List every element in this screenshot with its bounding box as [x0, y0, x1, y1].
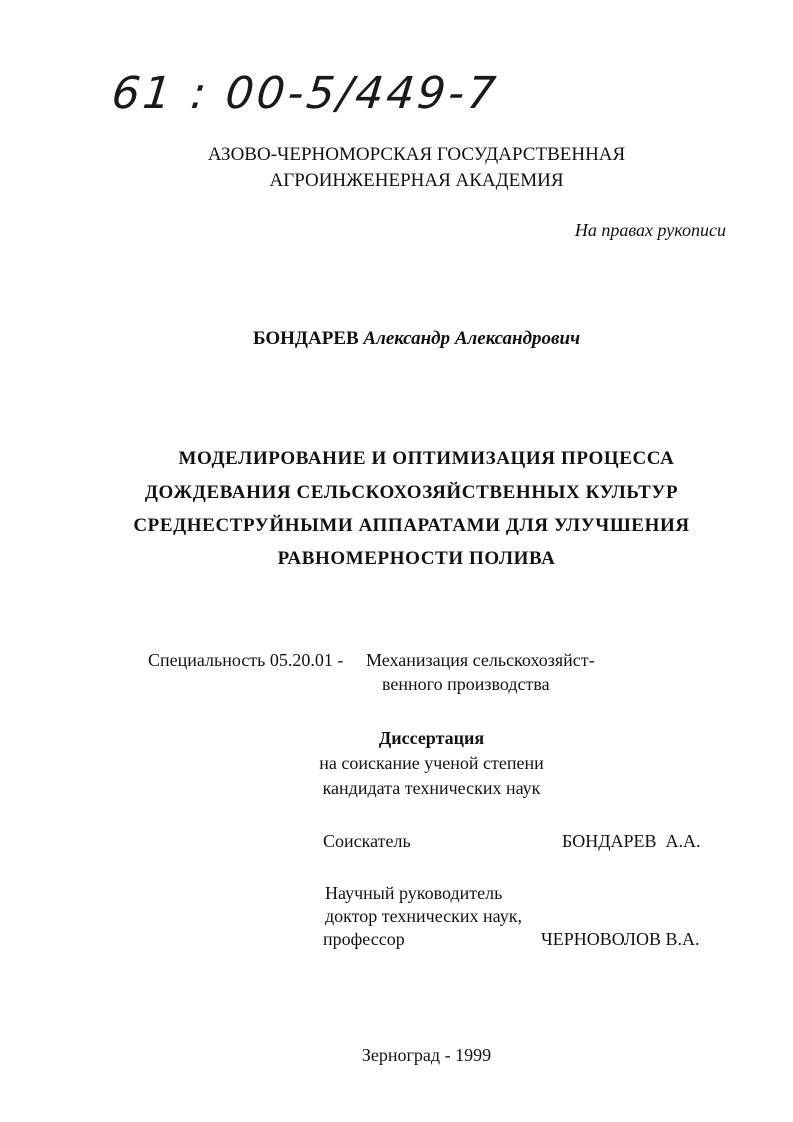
handwritten-catalog-number: 61 : 00-5/449-7	[109, 68, 502, 119]
title-line-3: СРЕДНЕСТРУЙНЫМИ АППАРАТАМИ ДЛЯ УЛУЧШЕНИЯ	[133, 515, 690, 536]
supervisor-title-line-2: доктор технических наук,	[325, 906, 522, 926]
supervisor-title-line-1: Научный руководитель	[325, 883, 503, 903]
title-line-4: РАВНОМЕРНОСТИ ПОЛИВА	[277, 548, 556, 569]
supervisor-title-line-3: профессор	[323, 929, 405, 949]
author-given-names: Александр Александрович	[363, 328, 581, 349]
author-name	[0, 328, 793, 350]
dissertation-heading: Диссертация	[378, 728, 485, 748]
applicant-name: БОНДАРЕВ А.А.	[562, 831, 701, 851]
applicant-label: Соискатель	[323, 831, 411, 851]
specialty-label: Специальность 05.20.01 -	[148, 650, 344, 670]
title-line-2: ДОЖДЕВАНИЯ СЕЛЬСКОХОЗЯЙСТВЕННЫХ КУЛЬТУР	[144, 482, 679, 503]
institution-line-2: АГРОИНЖЕНЕРНАЯ АКАДЕМИЯ	[269, 170, 564, 191]
specialty-value-line-2: венного производства	[382, 674, 550, 694]
supervisor-name: ЧЕРНОВОЛОВ В.А.	[541, 929, 700, 949]
specialty-value-line-1: Механизация сельскохозяйст-	[366, 650, 595, 670]
dissertation-degree-line-1: на соискание ученой степени	[319, 753, 544, 773]
place-and-year: Зерноград - 1999	[361, 1045, 492, 1065]
dissertation-degree-line-2: кандидата технических наук	[322, 778, 541, 798]
author-surname: БОНДАРЕВ	[252, 328, 359, 349]
institution-line-1: АЗОВО-ЧЕРНОМОРСКАЯ ГОСУДАРСТВЕННАЯ	[207, 144, 626, 165]
title-line-1: МОДЕЛИРОВАНИЕ И ОПТИМИЗАЦИЯ ПРОЦЕССА	[178, 448, 675, 469]
manuscript-rights-note: На правах рукописи	[574, 220, 726, 240]
